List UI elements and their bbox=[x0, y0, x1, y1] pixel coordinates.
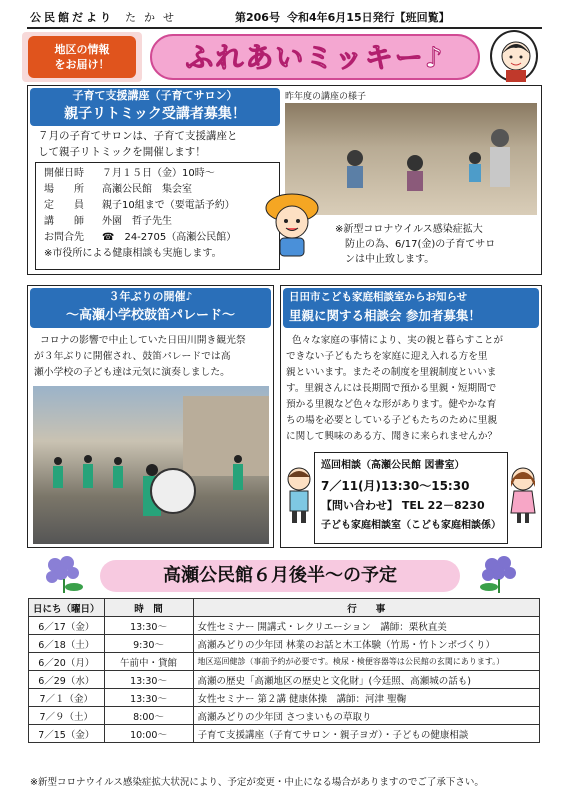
schedule-date: 6／20（月） bbox=[29, 653, 105, 671]
intro-line-2: して親子リトミックを開催します！ bbox=[38, 146, 206, 158]
covid-notice bbox=[335, 222, 540, 267]
detail-label: お問合先 bbox=[44, 232, 84, 243]
issue-number: 第206号 bbox=[235, 11, 280, 24]
schedule-event: 地区巡回健診（事前予約が必要です。検尿・検便容器等は公民館の玄関にあります。） bbox=[193, 653, 539, 671]
schedule-row bbox=[29, 617, 540, 635]
info-tag bbox=[28, 36, 136, 78]
schedule-row bbox=[29, 707, 540, 725]
foster-text bbox=[286, 333, 542, 445]
detail-row bbox=[44, 198, 271, 214]
schedule-event: 高瀬みどりの少年団 さつまいもの草取り bbox=[193, 707, 539, 725]
detail-row bbox=[44, 214, 271, 230]
foster-line: ちの場を必要としている子どもたちのために里親 bbox=[286, 415, 498, 426]
schedule-time: 9:30～ bbox=[104, 635, 193, 653]
foster-line: す。里親さんには長期間で預かる里親・短期間で bbox=[286, 383, 497, 394]
schedule-date: 7／９（土） bbox=[29, 707, 105, 725]
parade-line-3: 瀬小学校の子ども達は元気に演奏しました。 bbox=[34, 367, 230, 378]
detail-label: 場 所 bbox=[44, 184, 84, 195]
foster-line: 親といいます。またその制度を里親制度といいま bbox=[286, 367, 497, 378]
parenting-heading bbox=[30, 88, 280, 126]
header-event: 行 事 bbox=[193, 599, 539, 617]
masthead bbox=[30, 8, 540, 26]
issue-date: 令和4年6月15日発行【班回覧】 bbox=[287, 11, 450, 24]
details-list bbox=[44, 166, 271, 246]
parade-title-1: ３年ぶりの開催♪ bbox=[108, 290, 193, 303]
lecture-photo bbox=[285, 103, 537, 215]
photo-caption: 昨年度の講座の様子 bbox=[285, 92, 367, 102]
schedule-event: 子育て支援講座（子育てサロン・親子ヨガ）・子どもの健康相談 bbox=[193, 725, 539, 743]
schedule-date: 6／17（金） bbox=[29, 617, 105, 635]
foster-line: に関して興味のある方、聞きに来られませんか？ bbox=[286, 431, 498, 442]
schedule-row bbox=[29, 635, 540, 653]
schedule-event: 高瀬の歴史「高瀬地区の歴史と文化財」(今廷照、高瀬城の話も) bbox=[193, 671, 539, 689]
detail-row bbox=[44, 166, 271, 182]
schedule-time: 8:00～ bbox=[104, 707, 193, 725]
schedule-row bbox=[29, 653, 540, 671]
foster-title-1: 日田市こども家庭相談室からお知らせ bbox=[289, 291, 468, 303]
schedule-date: 7／１（金） bbox=[29, 689, 105, 707]
detail-value: ☎ 24-2705（高瀬公民館） bbox=[102, 232, 237, 243]
schedule-time: 13:30～ bbox=[104, 689, 193, 707]
schedule-time: 13:30～ bbox=[104, 671, 193, 689]
parade-photo bbox=[33, 386, 269, 544]
parenting-details bbox=[35, 162, 280, 270]
detail-value: 外園 哲子先生 bbox=[102, 216, 172, 227]
foster-line: 色々な家庭の事情により、実の親と暮らすことが bbox=[292, 335, 504, 346]
schedule-footnote: ※新型コロナウイルス感染症拡大状況により、予定が変更・中止になる場合がありますのでご了承下さい。 bbox=[30, 777, 484, 788]
mascot-icon bbox=[490, 30, 538, 82]
covid-line-1: ※新型コロナウイルス感染症拡大 bbox=[335, 224, 483, 235]
detail-row bbox=[44, 182, 271, 198]
foster-line: 預かる里親など色々な形があります。健やかな育 bbox=[286, 399, 497, 410]
header-rule bbox=[27, 27, 542, 29]
schedule-table bbox=[28, 598, 540, 743]
parade-line-1: コロナの影響で中止していた日田川開き観光祭 bbox=[40, 335, 246, 346]
parenting-subtitle: 子育て支援講座（子育てサロン） bbox=[72, 89, 238, 102]
schedule-time: 13:30～ bbox=[104, 617, 193, 635]
schedule-row bbox=[29, 689, 540, 707]
consult-office: 子ども家庭相談室（こども家庭相談係） bbox=[321, 520, 501, 531]
consult-datetime: 7／11(月)13:30～15:30 bbox=[321, 479, 470, 493]
schedule-date: 6／29（水） bbox=[29, 671, 105, 689]
detail-value: 親子10組まで（要電話予約） bbox=[102, 200, 235, 211]
publication-name: 公民館だより bbox=[30, 11, 114, 24]
health-note: ※市役所による健康相談も実施します。 bbox=[44, 248, 222, 259]
parade-line-2: が３年ぶりに開催され、鼓笛パレードでは高 bbox=[34, 351, 231, 362]
detail-value: 高瀬公民館 集会室 bbox=[102, 184, 192, 195]
district-name: たかせ bbox=[125, 11, 182, 24]
schedule-time: 午前中・貸館 bbox=[104, 653, 193, 671]
parenting-title: 親子リトミック受講者募集！ bbox=[64, 106, 246, 122]
foster-title-2: 里親に関する相談会 参加者募集！ bbox=[289, 308, 481, 323]
foster-heading bbox=[283, 288, 539, 328]
schedule-date: 6／18（土） bbox=[29, 635, 105, 653]
boy-character-icon bbox=[284, 465, 314, 525]
intro-line-1: ７月の子育てサロンは、子育て支援講座と bbox=[38, 130, 238, 142]
hydrangea-right-icon bbox=[475, 553, 525, 595]
detail-label: 開催日時 bbox=[44, 168, 84, 179]
detail-label: 定 員 bbox=[44, 200, 84, 211]
consult-contact: 【問い合わせ】 TEL 22－8230 bbox=[321, 499, 485, 512]
tag-line-2: をお届け！ bbox=[54, 58, 110, 71]
detail-value: ７月１５日（金）10時～ bbox=[102, 168, 215, 179]
schedule-row bbox=[29, 671, 540, 689]
schedule-title: 高瀬公民館６月後半～の予定 bbox=[100, 560, 460, 592]
detail-label: 講 師 bbox=[44, 216, 84, 227]
consult-location: 巡回相談（高瀬公民館 図書室） bbox=[321, 460, 465, 471]
tag-line-1: 地区の情報 bbox=[54, 43, 110, 56]
header-time: 時 間 bbox=[104, 599, 193, 617]
schedule-event: 女性セミナー 開講式・レクリエーション 講師：栗秋直美 bbox=[193, 617, 539, 635]
covid-line-2: 防止の為、6/17(金)の子育てサロ bbox=[345, 239, 496, 250]
schedule-row bbox=[29, 725, 540, 743]
schedule-time: 10:00～ bbox=[104, 725, 193, 743]
newsletter-title: ふれあいミッキー♪ bbox=[150, 34, 480, 80]
schedule-header-row bbox=[29, 599, 540, 617]
schedule-event: 高瀬みどりの少年団 林業のお話と木工体験（竹馬・竹トンボづくり） bbox=[193, 635, 539, 653]
hat-character-icon bbox=[262, 188, 322, 260]
schedule-date: 7／15（金） bbox=[29, 725, 105, 743]
foster-line: できない子どもたちを家庭に迎え入れる方を里 bbox=[286, 351, 488, 362]
girl-character-icon bbox=[508, 465, 538, 525]
parade-heading bbox=[30, 288, 271, 328]
header-date: 日にち（曜日） bbox=[29, 599, 105, 617]
parenting-intro bbox=[38, 128, 278, 160]
parade-title-2: ～高瀬小学校鼓笛パレード～ bbox=[65, 308, 235, 323]
consultation-box bbox=[314, 452, 508, 544]
covid-line-3: ンは中止致します。 bbox=[345, 254, 435, 265]
hydrangea-left-icon bbox=[40, 553, 90, 595]
detail-row bbox=[44, 230, 271, 246]
schedule-event: 女性セミナー 第２講 健康体操 講師：河津 聖鞠 bbox=[193, 689, 539, 707]
parade-text bbox=[34, 333, 274, 381]
